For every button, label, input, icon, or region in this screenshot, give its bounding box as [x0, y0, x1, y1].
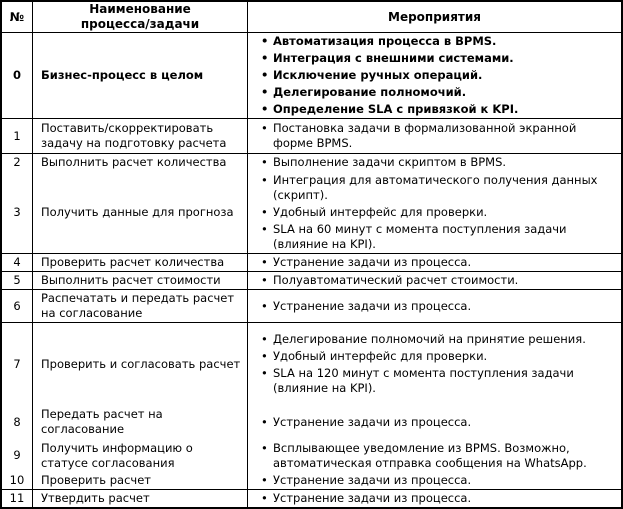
- activity-text: SLA на 120 минут с момента поступления задачи (влияние на KPI).: [273, 366, 574, 395]
- activity-item: [248, 299, 621, 314]
- activity-list: [248, 290, 621, 322]
- task-name: Выполнить расчет стоимости: [41, 273, 221, 287]
- row-num: 2: [13, 155, 21, 169]
- activity-item: [248, 349, 621, 364]
- header-cell-activities: [248, 2, 621, 32]
- column-header-activities: Мероприятия: [388, 9, 481, 24]
- activity-text: Устранение задачи из процесса.: [273, 298, 472, 313]
- activity-text: Всплывающее уведомление из BPMS. Возможно, автоматическая отправка сообщения на WhatsApp.: [273, 440, 587, 470]
- activity-item: [248, 34, 621, 49]
- activity-text: Удобный интерфейс для проверки.: [273, 204, 488, 219]
- activity-item: [248, 121, 621, 151]
- activity-item: [248, 68, 621, 83]
- table-row-11: [2, 489, 621, 507]
- activity-item: [248, 366, 621, 396]
- bullet-icon: •: [261, 349, 268, 363]
- bullet-icon: •: [261, 85, 269, 99]
- row-num: 5: [13, 273, 21, 287]
- bullet-icon: •: [261, 34, 269, 48]
- activity-item: [248, 473, 621, 488]
- activity-item: [248, 415, 621, 430]
- header-cell-task: [33, 2, 248, 32]
- activity-text: Полуавтоматический расчет стоимости.: [273, 273, 519, 287]
- bullet-icon: •: [261, 204, 268, 219]
- task-name: Бизнес-процесс в целом: [41, 68, 204, 82]
- bullet-icon: •: [261, 273, 268, 287]
- activity-item: [248, 441, 621, 471]
- bullet-icon: •: [261, 221, 268, 236]
- bullet-icon: •: [261, 68, 269, 82]
- task-name: Получить информацию о статусе согласования: [41, 440, 193, 470]
- task-name: Получить данные для прогноза: [41, 204, 234, 219]
- activity-text: Устранение задачи из процесса.: [273, 491, 472, 505]
- activity-text: Постановка задачи в формализованной экранной форме BPMS.: [273, 121, 577, 150]
- activity-text: Интеграция с внешними системами.: [273, 51, 514, 65]
- column-header-task: Наименование процесса/задачи: [80, 2, 200, 31]
- bullet-icon: •: [261, 440, 268, 455]
- activity-item: [248, 85, 621, 100]
- header-cell-num: [2, 2, 33, 32]
- activity-item: [248, 173, 621, 203]
- task-name: Поставить/скорректировать задачу на подготовку расчета: [41, 121, 227, 150]
- row-num: 4: [13, 255, 21, 269]
- activity-text: Автоматизация процесса в BPMS.: [273, 34, 497, 48]
- bullet-icon: •: [261, 414, 268, 429]
- activity-item: [248, 332, 621, 347]
- task-name: Передать расчет на согласование: [41, 407, 163, 436]
- row-num: 11: [9, 491, 25, 505]
- row-num: 6: [13, 298, 21, 313]
- activity-list: [248, 405, 621, 439]
- activity-text: Устранение задачи из процесса.: [273, 255, 472, 269]
- activity-item: [248, 205, 621, 220]
- bullet-icon: •: [261, 155, 268, 169]
- bullet-icon: •: [261, 172, 268, 187]
- bullet-icon: •: [261, 102, 269, 116]
- row-num: 1: [13, 128, 21, 143]
- bullet-icon: •: [261, 51, 269, 65]
- activity-list: [248, 472, 621, 489]
- bullet-icon: •: [261, 298, 268, 313]
- row-num: 7: [13, 356, 21, 371]
- task-name: Проверить и согласовать расчет: [41, 356, 241, 371]
- activity-text: Определение SLA с привязкой к KPI.: [273, 102, 519, 116]
- activity-list: [248, 439, 621, 472]
- activity-text: Делегирование полномочий.: [273, 85, 467, 99]
- activity-list: [248, 171, 621, 253]
- table-row-1: [2, 118, 621, 153]
- activity-item: [248, 155, 621, 170]
- table-row-7-10: [2, 322, 621, 489]
- table-header-row: [2, 2, 621, 32]
- activity-text: Исключение ручных операций.: [273, 68, 483, 82]
- activity-list: [248, 323, 621, 405]
- bullet-icon: •: [261, 255, 268, 269]
- activity-list: [248, 272, 621, 289]
- activity-text: Делегирование полномочий на принятие решения.: [273, 332, 586, 346]
- activity-item: [248, 102, 621, 117]
- activity-list: [248, 154, 621, 171]
- bullet-icon: •: [261, 473, 268, 487]
- activity-item: [248, 491, 621, 506]
- activity-text: Устранение задачи из процесса.: [273, 414, 472, 429]
- table-row-4: [2, 253, 621, 271]
- activity-list: [248, 119, 621, 153]
- task-name: Проверить расчет количества: [41, 255, 225, 269]
- activity-list: [248, 33, 621, 118]
- activity-text: Интеграция для автоматического получения данных (скрипт).: [273, 172, 598, 202]
- table-row-0: [2, 32, 621, 118]
- row-num: 10: [9, 473, 25, 487]
- row-num: 8: [13, 414, 21, 429]
- table-row-5: [2, 271, 621, 289]
- activity-list: [248, 254, 621, 271]
- table-row-2-3: [2, 153, 621, 253]
- activity-item: [248, 51, 621, 66]
- bullet-icon: •: [261, 366, 268, 380]
- activity-item: [248, 222, 621, 252]
- activity-item: [248, 255, 621, 270]
- task-name: Выполнить расчет количества: [41, 155, 227, 169]
- bullet-icon: •: [261, 491, 268, 505]
- activity-text: Выполнение задачи скриптом в BPMS.: [273, 155, 507, 169]
- table-row-6: [2, 289, 621, 322]
- bullet-icon: •: [261, 332, 268, 346]
- activity-text: Устранение задачи из процесса.: [273, 473, 472, 487]
- bullet-icon: •: [261, 121, 268, 135]
- row-num: 0: [12, 68, 21, 82]
- row-num: 3: [13, 204, 21, 219]
- column-header-num: №: [9, 9, 25, 24]
- activity-text: SLA на 60 минут с момента поступления задачи (влияние на KPI).: [273, 221, 567, 251]
- activity-text: Удобный интерфейс для проверки.: [273, 349, 488, 363]
- task-name: Утвердить расчет: [41, 491, 150, 505]
- row-num: 9: [13, 448, 21, 462]
- activity-item: [248, 273, 621, 288]
- activity-list: [248, 490, 621, 507]
- task-name: Проверить расчет: [41, 473, 151, 487]
- task-name: Распечатать и передать расчет на согласование: [41, 291, 235, 320]
